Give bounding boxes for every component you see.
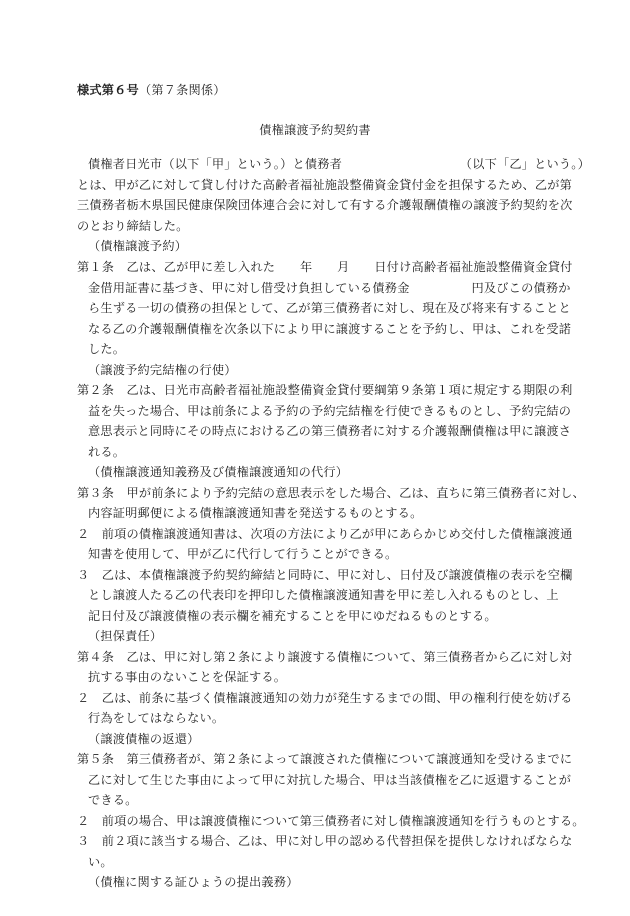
- section-heading: （債権譲渡通知義務及び債権譲渡通知の代行）: [88, 465, 349, 479]
- body-line: とは、甲が乙に対して貸し付けた高齢者福祉施設整備資金貸付金を担保するため、乙が第: [77, 178, 573, 192]
- form-relation: （第７条関係）: [138, 83, 226, 97]
- article-line: 第１条 乙は、乙が甲に差し入れた 年 月 日付け高齢者福祉施設整備資金貸付: [77, 260, 573, 274]
- paragraph-line: ２ 乙は、前条に基づく債権譲渡通知の効力が発生するまでの間、甲の権利行使を妨げる: [77, 691, 573, 705]
- body-line: 内容証明郵便による債権譲渡通知書を発送するものとする。: [88, 506, 423, 520]
- body-line: 益を失った場合、甲は前条による予約の予約完結権を行使できるものとし、予約完結の: [88, 404, 572, 418]
- section-heading: （債権譲渡予約）: [88, 239, 188, 253]
- body-line: できる。: [88, 793, 138, 807]
- body-line: れる。: [88, 445, 126, 459]
- body-line: 意思表示と同時にその時点における乙の第三債務者に対する介護報酬債権は甲に譲渡さ: [88, 424, 572, 438]
- body-line: 行為をしてはならない。: [88, 711, 225, 725]
- body-line: とし譲渡人たる乙の代表印を押印した債権譲渡通知書を甲に差し入れるものとし、上: [88, 588, 559, 602]
- body-line: 金借用証書に基づき、甲に対し借受け負担している債務金 円及びこの債務か: [88, 281, 571, 295]
- form-header: [77, 82, 226, 99]
- body-line: 抗する事由のないことを保証する。: [88, 670, 287, 684]
- body-line: なる乙の介護報酬債権を次条以下により甲に譲渡することを予約し、甲は、これを受諾: [88, 322, 572, 336]
- body-line: 乙に対して生じた事由によって甲に対抗した場合、甲は当該債権を乙に返還することが: [88, 773, 572, 787]
- body-line: 三債務者栃木県国民健康保険団体連合会に対して有する介護報酬債権の譲渡予約契約を次: [77, 198, 573, 212]
- paragraph-line: ３ 乙は、本債権譲渡予約契約締結と同時に、甲に対し、日付及び譲渡債権の表示を空欄: [77, 568, 573, 582]
- section-heading: （譲渡予約完結権の行使）: [88, 363, 237, 377]
- article-line: 第２条 乙は、日光市高齢者福祉施設整備資金貸付要綱第９条第１項に規定する期限の利: [77, 383, 573, 397]
- paragraph-line: ３ 前２項に該当する場合、乙は、甲に対し甲の認める代替担保を提供しなければならな: [77, 834, 573, 848]
- body-line: した。: [88, 342, 126, 356]
- article-line: 第３条 甲が前条により予約完結の意思表示をした場合、乙は、直ちに第三債務者に対し、: [77, 486, 585, 500]
- body-line: 知書を使用して、甲が乙に代行して行うことができる。: [88, 547, 398, 561]
- body-line: い。: [88, 855, 113, 869]
- article-line: 第５条 第三債務者が、第２条によって譲渡された債権について譲渡通知を受けるまでに: [77, 752, 573, 766]
- section-heading: （譲渡債権の返還）: [88, 732, 200, 746]
- body-line: 債権者日光市（以下「甲」という。）と債務者 （以下「乙」という。）: [88, 157, 590, 171]
- article-line: 第４条 乙は、甲に対し第２条により譲渡する債権について、第三債務者から乙に対し対: [77, 650, 573, 664]
- body-line: 記日付及び譲渡債権の表示欄を補充することを甲にゆだねるものとする。: [88, 609, 497, 623]
- form-number: 様式第６号: [77, 83, 139, 97]
- body-line: のとおり締結した。: [77, 219, 189, 233]
- paragraph-line: ２ 前項の場合、甲は譲渡債権について第三債務者に対し債権譲渡通知を行うものとする。: [77, 814, 585, 828]
- section-heading: （担保責任）: [88, 629, 163, 643]
- body-line: ら生ずる一切の債務の担保として、乙が第三債務者に対し、現在及び将来有することと: [88, 301, 571, 315]
- paragraph-line: ２ 前項の債権譲渡通知書は、次項の方法により乙が甲にあらかじめ交付した債権譲渡通: [77, 527, 573, 541]
- section-heading: （債権に関する証ひょうの提出義務）: [88, 875, 299, 889]
- document-title: 債権譲渡予約契約書: [259, 123, 371, 137]
